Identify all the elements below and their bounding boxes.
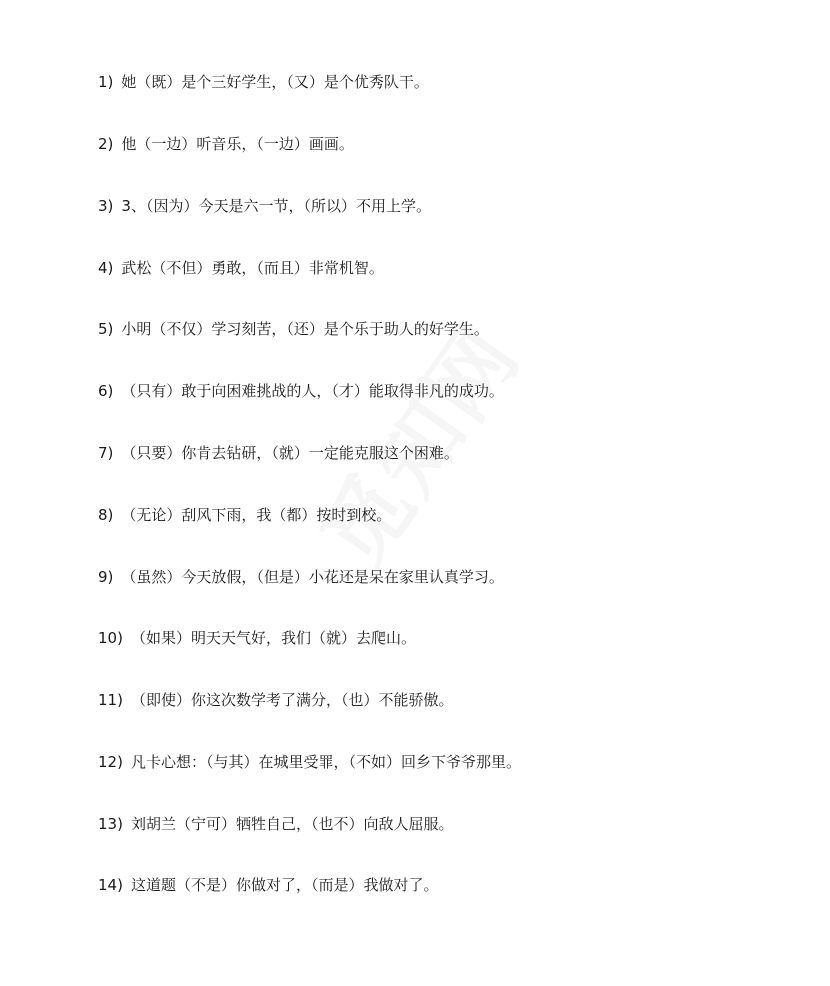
list-item xyxy=(98,750,521,774)
item-number: 11) xyxy=(98,691,123,709)
item-text: 小明（不仅）学习刻苦，（还）是个乐于助人的好学生。 xyxy=(121,320,489,338)
list-item xyxy=(98,626,416,650)
item-text: 刘胡兰（宁可）牺牲自己，（也不）向敌人屈服。 xyxy=(130,815,454,833)
item-text: （即使）你这次数学考了满分，（也）不能骄傲。 xyxy=(130,691,454,709)
item-text: （只有）敢于向困难挑战的人，（才）能取得非凡的成功。 xyxy=(121,382,504,400)
list-item xyxy=(98,194,431,218)
list-item xyxy=(98,317,489,341)
item-text: 这道题（不是）你做对了，（而是）我做对了。 xyxy=(130,876,439,894)
item-text: 他（一边）听音乐，（一边）画画。 xyxy=(121,135,354,153)
item-number: 5) xyxy=(98,320,114,338)
item-text: 她（既）是个三好学生，（又）是个优秀队干。 xyxy=(121,73,429,91)
item-number: 12) xyxy=(98,753,123,771)
list-item xyxy=(98,812,453,836)
list-item xyxy=(98,256,384,280)
item-number: 4) xyxy=(98,259,114,277)
list-item xyxy=(98,873,438,897)
list-item xyxy=(98,379,504,403)
list-item xyxy=(98,688,453,712)
item-text: 武松（不但）勇敢，（而且）非常机智。 xyxy=(121,259,384,277)
item-number: 1) xyxy=(98,73,114,91)
item-number: 9) xyxy=(98,568,114,586)
item-number: 13) xyxy=(98,815,123,833)
item-number: 14) xyxy=(98,876,123,894)
item-number: 8) xyxy=(98,506,114,524)
list-item xyxy=(98,441,459,465)
list-item xyxy=(98,70,429,94)
item-text: 3、（因为）今天是六一节，（所以）不用上学。 xyxy=(121,197,431,215)
item-text: （虽然）今天放假，（但是）小花还是呆在家里认真学习。 xyxy=(121,568,504,586)
item-number: 10) xyxy=(98,629,123,647)
item-number: 2) xyxy=(98,135,114,153)
item-text: 凡卡心想：（与其）在城里受罪，（不如）回乡下爷爷那里。 xyxy=(130,753,521,771)
item-number: 7) xyxy=(98,444,114,462)
list-item xyxy=(98,503,391,527)
item-text: （如果）明天天气好，我们（就）去爬山。 xyxy=(130,629,416,647)
list-item xyxy=(98,565,504,589)
list-item xyxy=(98,132,354,156)
item-text: （无论）刮风下雨，我（都）按时到校。 xyxy=(121,506,392,524)
item-number: 3) xyxy=(98,197,114,215)
item-number: 6) xyxy=(98,382,114,400)
item-text: （只要）你肯去钻研，（就）一定能克服这个困难。 xyxy=(121,444,459,462)
